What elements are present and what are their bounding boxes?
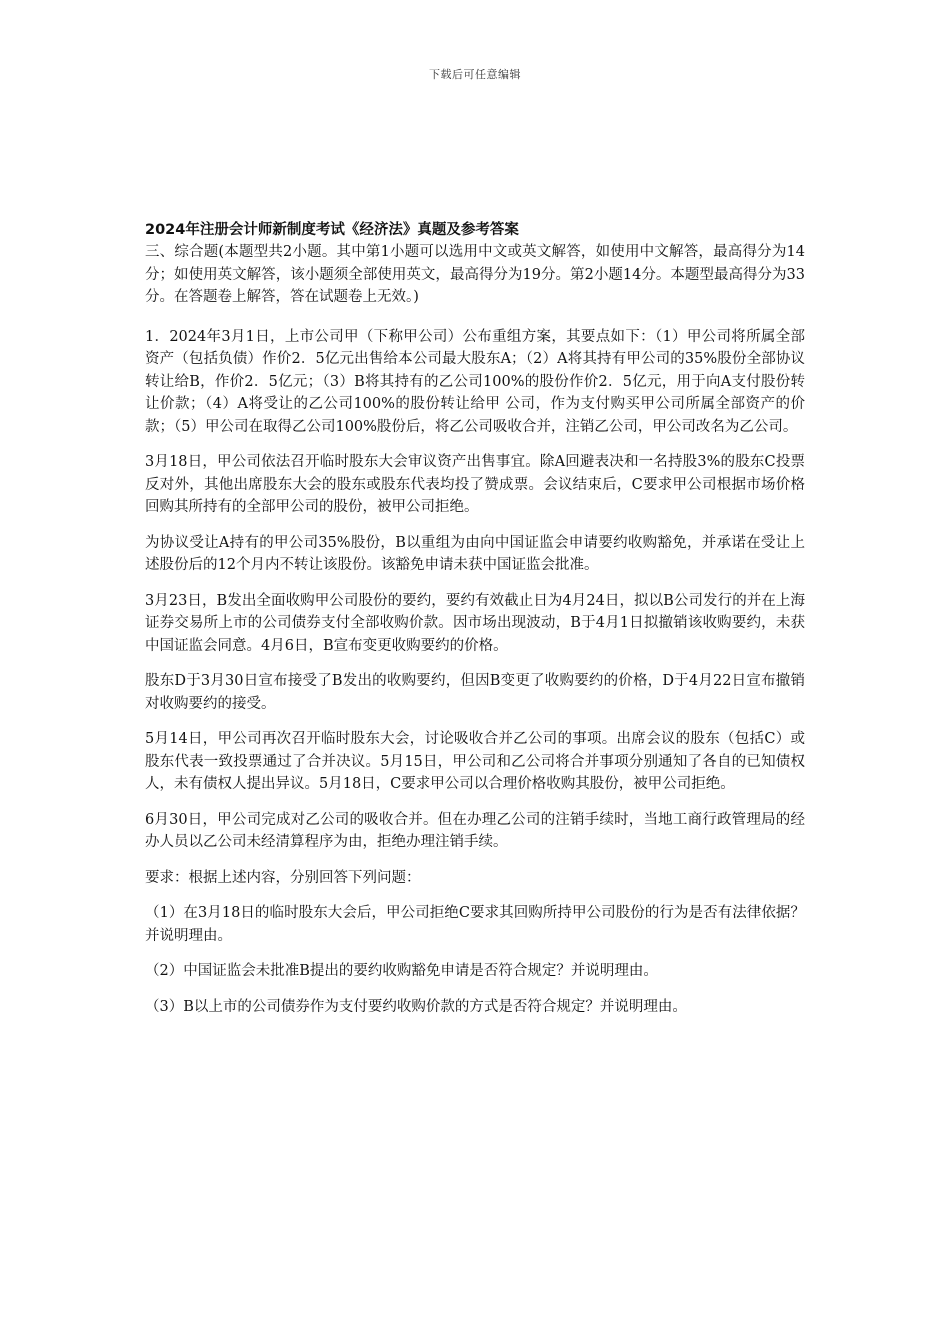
question-item: （3）B以上市的公司债券作为支付要约收购价款的方式是否符合规定？并说明理由。: [145, 998, 687, 1015]
case-paragraph: 股东D于3月30日宣布接受了B发出的收购要约，但因B变更了收购要约的价格，D于4月22日宣布撤销对收购要约的接受。: [145, 673, 805, 712]
case-paragraph: 为协议受让A持有的甲公司35%股份，B以重组为由向中国证监会申请要约收购豁免，并承诺在受让上述股份后的12个月内不转让该股份。该豁免申请未获中国证监会批准。: [145, 534, 805, 573]
case-paragraph: 1．2024年3月1日，上市公司甲（下称甲公司）公布重组方案，其要点如下：（1）甲公司将所属全部资产（包括负债）作价2．5亿元出售给本公司最大股东A；（2）A将其持有甲公司的35%股份全部协议转让给B，作价2．5亿元；（3）B将其持有的乙公司100%的股份作价2．5亿元，用于向A支付股份转让价款；（4）A将受让的乙公司100%的股份转让给甲 公司，作为支付购买甲公司所属全部资产的价款；（5）甲公司在取得乙公司100%股份后，将乙公司吸收合并，注销乙公司，甲公司改名为乙公司。: [145, 328, 805, 435]
case-paragraph: 3月23日，B发出全面收购甲公司股份的要约，要约有效截止日为4月24日，拟以B公司发行的并在上海证券交易所上市的公司债券支付全部收购价款。因市场出现波动，B于4月1日拟撤销该收购要约，未获中国证监会同意。4月6日，B宣布变更收购要约的价格。: [145, 592, 805, 654]
section-intro: 三、综合题(本题型共2小题。其中第1小题可以选用中文或英文解答，如使用中文解答，最高得分为14分；如使用英文解答，该小题须全部使用英文，最高得分为19分。第2小题14分。本题型最高得分为33分。在答题卷上解答，答在试题卷上无效。): [145, 244, 805, 305]
document-title: 2024年注册会计师新制度考试《经济法》真题及参考答案: [145, 222, 519, 238]
question-item: （1）在3月18日的临时股东大会后，甲公司拒绝C要求其回购所持甲公司股份的行为是否有法律依据？并说明理由。: [145, 905, 805, 944]
header-note: 下载后可任意编辑: [429, 68, 521, 81]
case-paragraph: 3月18日，甲公司依法召开临时股东大会审议资产出售事宜。除A回避表决和一名持股3%的股东C投票反对外，其他出席股东大会的股东或股东代表均投了赞成票。会议结束后，C要求甲公司根据市场价格回购其所持有的全部甲公司的股份，被甲公司拒绝。: [145, 454, 805, 515]
requirements-heading: 要求：根据上述内容，分别回答下列问题：: [145, 869, 421, 886]
document-body: [145, 219, 805, 1018]
question-item: （2）中国证监会未批准B提出的要约收购豁免申请是否符合规定？并说明理由。: [145, 963, 658, 979]
case-paragraph: 5月14日，甲公司再次召开临时股东大会，讨论吸收合并乙公司的事项。出席会议的股东（包括C）或股东代表一致投票通过了合并决议。5月15日，甲公司和乙公司将合并事项分别通知了各自的已知债权人，未有债权人提出异议。5月18日，C要求甲公司以合理价格收购其股份，被甲公司拒绝。: [145, 731, 805, 792]
case-paragraph: 6月30日，甲公司完成对乙公司的吸收合并。但在办理乙公司的注销手续时，当地工商行政管理局的经办人员以乙公司未经清算程序为由，拒绝办理注销手续。: [145, 811, 805, 850]
